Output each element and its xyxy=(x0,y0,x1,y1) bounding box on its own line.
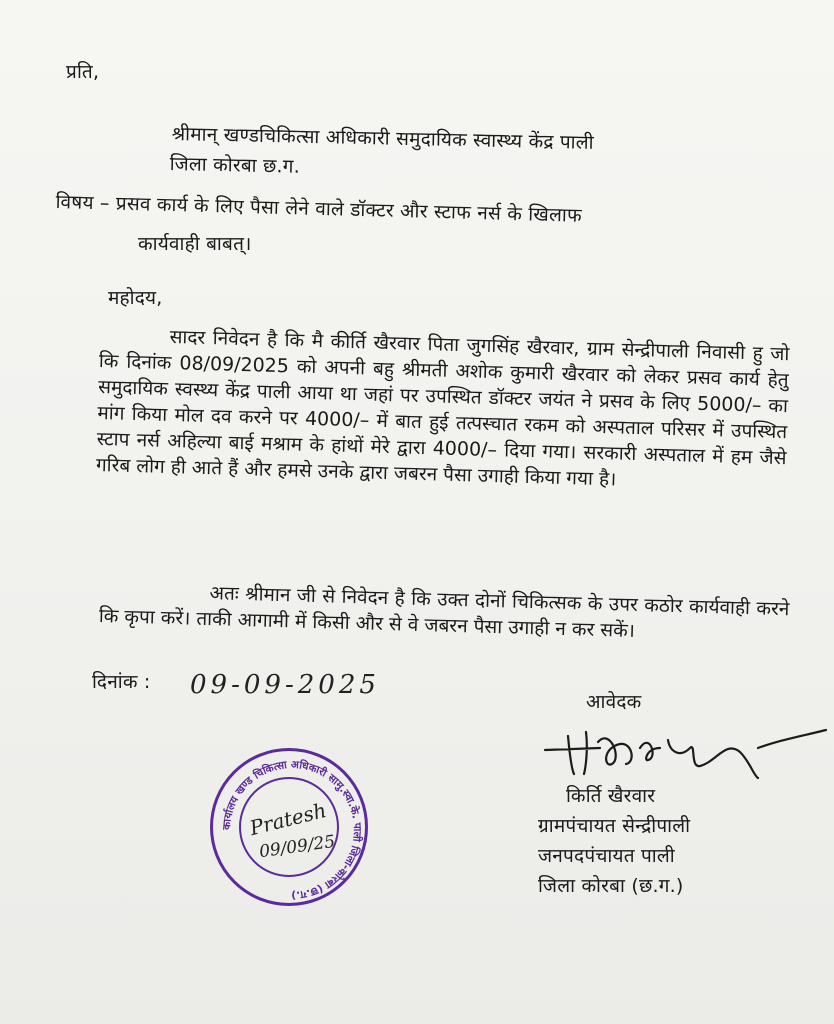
salutation: महोदय, xyxy=(108,287,163,309)
handwritten-date: 09-09-2025 xyxy=(190,670,380,700)
office-stamp xyxy=(210,748,368,906)
applicant-label: आवेदक xyxy=(586,691,642,713)
prati-label: प्रति, xyxy=(66,61,100,83)
sender-gram-panchayat: ग्रामपंचायत सेन्द्रीपाली xyxy=(538,815,691,837)
applicant-signature xyxy=(540,718,830,788)
date-label: दिनांक : xyxy=(92,671,151,693)
addressee-line-1: श्रीमान् खण्डचिकित्सा अधिकारी समुदायिक स्वास्थ्य केंद्र पाली xyxy=(171,122,595,154)
stamp-initials: Pratesh xyxy=(247,797,329,841)
svg-text:कार्यालय खण्ड चिकित्सा अधिकारी: कार्यालय खण्ड चिकित्सा अधिकारी सामु.स्वा.के. पाली जिला-कोरबा (छ.ग.) xyxy=(220,758,364,902)
sender-janpad-panchayat: जनपदपंचायत पाली xyxy=(538,845,675,867)
body-paragraph-2: अतः श्रीमान जी से निवेदन है कि उक्त दोनों चिकित्सक के उपर कठोर कार्यवाही करने कि कृपा करें। ताकी आगामी में किसी और से वे जबरन पैसा उगाही न कर सकें। xyxy=(98,582,790,642)
sender-district: जिला कोरबा (छ.ग.) xyxy=(538,875,684,897)
sender-name: किर्ति खैरवार xyxy=(566,785,656,807)
stamp-date: 09/09/25 xyxy=(257,831,337,863)
subject-line-1: विषय – प्रसव कार्य के लिए पैसा लेने वाले डॉक्टर और स्टाफ नर्स के खिलाफ xyxy=(55,190,583,227)
addressee-line-2: जिला कोरबा छ.ग. xyxy=(169,152,301,178)
body-paragraph-1: सादर निवेदन है कि मै कीर्ति खैरवार पिता जुगसिंह खैरवार, ग्राम सेन्द्रीपाली निवासी हु जो कि दिनांक 08/09/2025 को अपनी बहु श्रीमती अशोक कुमारी खैरवार को लेकर प्रसव कार्य हेतु समुदायिक स्वस्थ्य केंद्र पाली आया था जहां पर उपस्थित डॉक्टर जयंत ने प्रसव के लिए 5000/– का मांग किया मोल दव करने पर 4000/– में बात हुई तत्पस्चात रकम को अस्पताल परिसर में उपस्थित स्टाप नर्स अहिल्या बाई मश्राम के हांथों मेरे द्वारा 4000/– दिया गया। सरकारी अस्पताल में हम जैसे गरिब लोग ही आते हैं और हमसे उनके द्वारा जबरन पैसा उगाही किया गया है। xyxy=(95,325,790,491)
subject-line-2: कार्यवाही बाबत्। xyxy=(138,233,252,255)
